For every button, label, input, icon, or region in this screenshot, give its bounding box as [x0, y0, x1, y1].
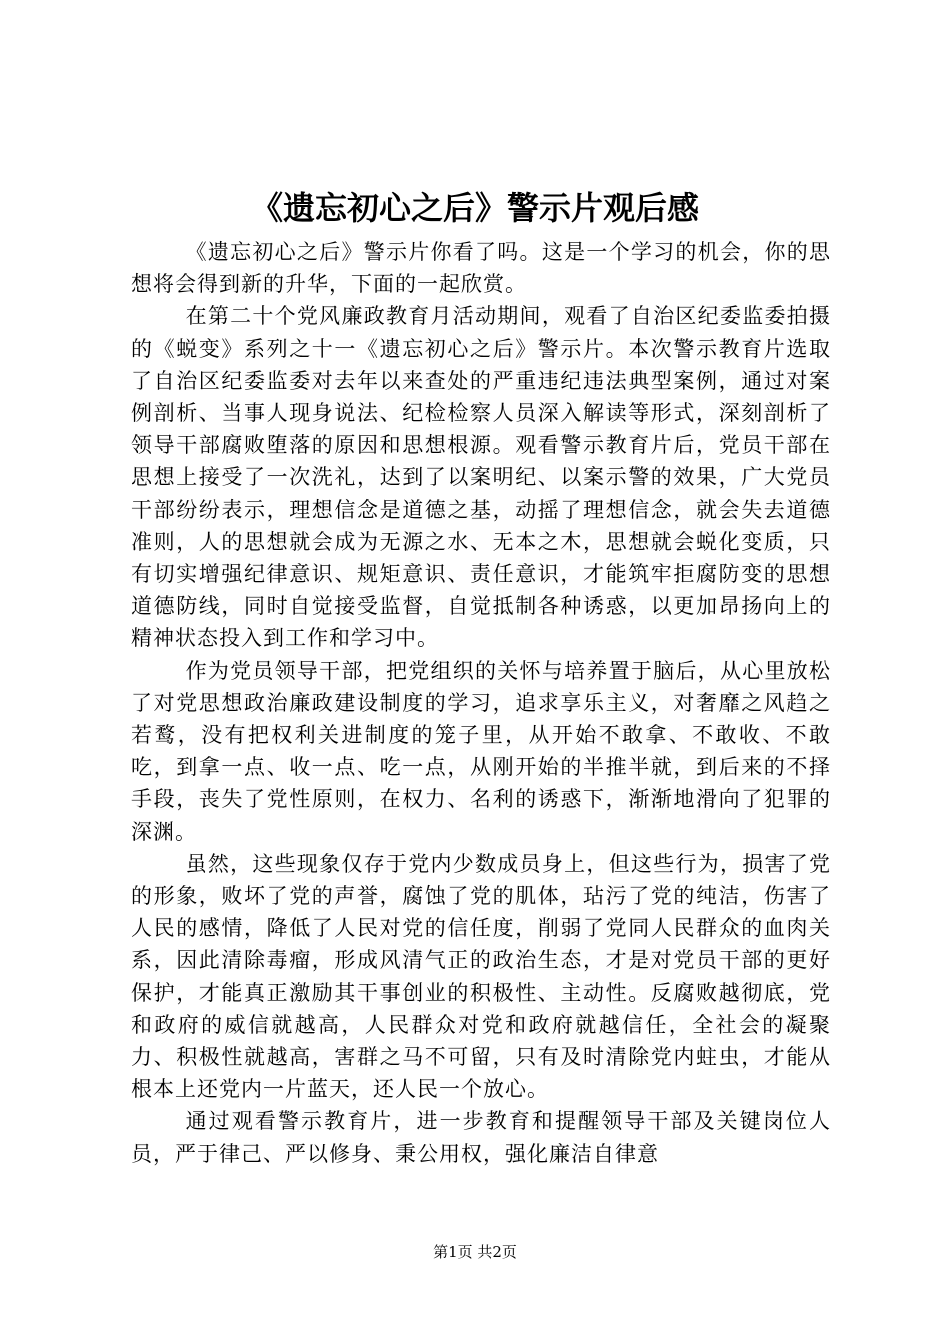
document-title: 《遗忘初心之后》警示片观后感	[250, 189, 699, 227]
paragraph-3: 作为党员领导干部，把党组织的关怀与培养置于脑后，从心里放松了对党思想政治廉政建设制度的学习，追求享乐主义，对奢靡之风趋之若鹜，没有把权利关进制度的笼子里，从开始不敢拿、不敢收、不敢吃，到拿一点、收一点、吃一点，从刚开始的半推半就，到后来的不择手段，丧失了党性原则，在权力、名利的诱惑下，渐渐地滑向了犯罪的深渊。	[131, 658, 831, 844]
paragraph-4: 虽然，这些现象仅存于党内少数成员身上，但这些行为，损害了党的形象，败坏了党的声誉，腐蚀了党的肌体，玷污了党的纯洁，伤害了人民的感情，降低了人民对党的信任度，削弱了党同人民群众的血肉关系，因此清除毒瘤，形成风清气正的政治生态，才是对党员干部的更好保护，才能真正激励其干事创业的积极性、主动性。反腐败越彻底，党和政府的威信就越高，人民群众对党和政府就越信任，全社会的凝聚力、积极性就越高，害群之马不可留，只有及时清除党内蛀虫，才能从根本上还党内一片蓝天，还人民一个放心。	[131, 851, 831, 1102]
page-footer: 第1页 共2页	[433, 1243, 517, 1261]
document-body	[131, 236, 831, 1170]
paragraph-2: 在第二十个党风廉政教育月活动期间，观看了自治区纪委监委拍摄的《蜕变》系列之十一《遗忘初心之后》警示片。本次警示教育片选取了自治区纪委监委对去年以来查处的严重违纪违法典型案例，通过对案例剖析、当事人现身说法、纪检检察人员深入解读等形式，深刻剖析了领导干部腐败堕落的原因和思想根源。观看警示教育片后，党员干部在思想上接受了一次洗礼，达到了以案明纪、以案示警的效果，广大党员干部纷纷表示，理想信念是道德之基，动摇了理想信念，就会失去道德准则，人的思想就会成为无源之水、无本之木，思想就会蜕化变质，只有切实增强纪律意识、规矩意识、责任意识，才能筑牢拒腐防变的思想道德防线，同时自觉接受监督，自觉抵制各种诱惑，以更加昂扬向上的精神状态投入到工作和学习中。	[131, 304, 831, 651]
paragraph-1: 《遗忘初心之后》警示片你看了吗。这是一个学习的机会，你的思想将会得到新的升华，下面的一起欣赏。	[131, 240, 831, 297]
paragraph-5: 通过观看警示教育片，进一步教育和提醒领导干部及关键岗位人员，严于律己、严以修身、秉公用权，强化廉洁自律意	[131, 1109, 831, 1166]
